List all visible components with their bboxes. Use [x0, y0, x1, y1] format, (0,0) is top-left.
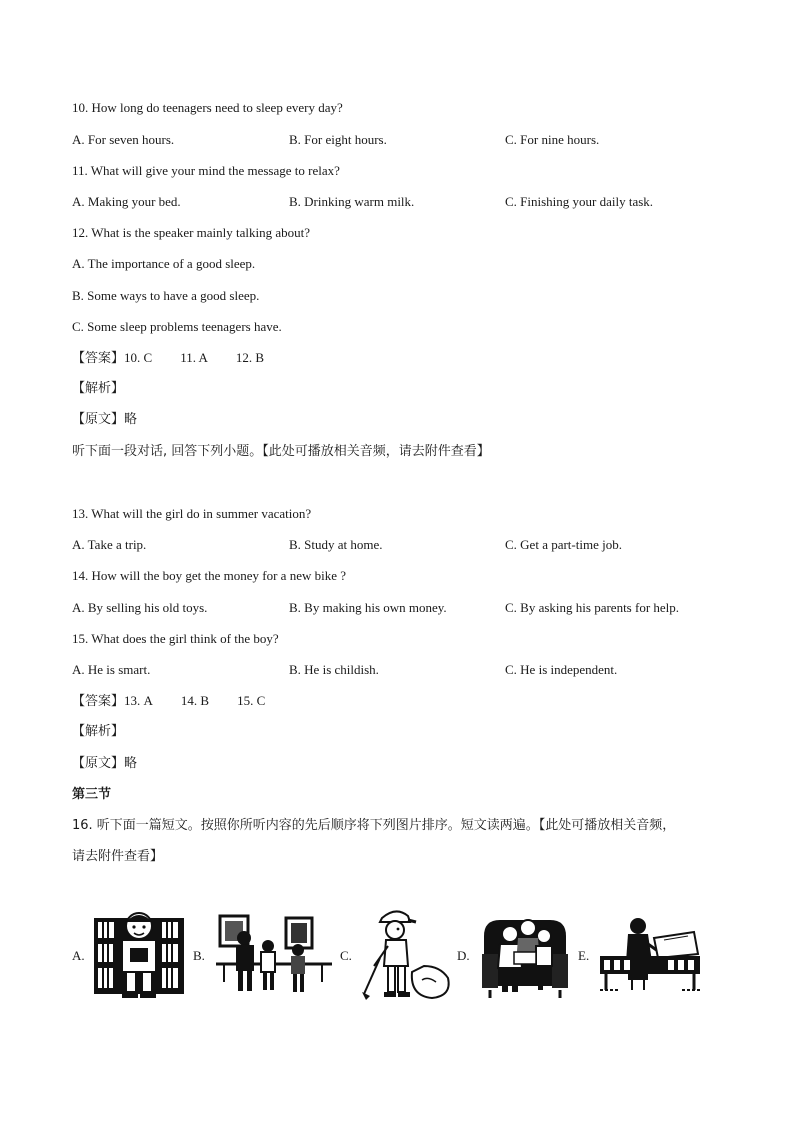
- question-16-line-2: 请去附件查看】: [72, 849, 164, 864]
- picture-label-a: A.: [72, 948, 85, 963]
- analysis-label: 【解析】: [72, 381, 125, 396]
- q14-option-a: A. By selling his old toys.: [72, 600, 208, 615]
- answer-item: 11. A: [180, 350, 208, 365]
- picture-e-piano-player: [598, 914, 702, 996]
- q14-option-c: C. By asking his parents for help.: [505, 600, 680, 615]
- picture-label-d: D.: [457, 948, 470, 963]
- answer-item: 10. C: [124, 350, 153, 365]
- q13-option-a: A. Take a trip.: [72, 537, 147, 552]
- question-15: 15. What does the girl think of the boy?: [72, 631, 279, 646]
- q15-option-c: C. He is independent.: [505, 662, 618, 677]
- question-10: 10. How long do teenagers need to sleep every day?: [72, 100, 343, 115]
- picture-label-b: B.: [193, 948, 205, 963]
- q13-option-b: B. Study at home.: [289, 537, 383, 552]
- answer-item: 14. B: [180, 693, 210, 708]
- q12-option-b: B. Some ways to have a good sleep.: [72, 288, 260, 303]
- answer-item: 15. C: [237, 693, 266, 708]
- q10-option-b: B. For eight hours.: [289, 132, 387, 147]
- q15-option-a: A. He is smart.: [72, 662, 151, 677]
- answer-item: 13. A: [124, 693, 153, 708]
- answer-tag: 【答案】: [72, 694, 125, 709]
- q11-option-b: B. Drinking warm milk.: [289, 194, 415, 209]
- question-11: 11. What will give your mind the message to relax?: [72, 163, 340, 178]
- original-text-label: 【原文】略: [72, 756, 138, 771]
- original-text-label: 【原文】略: [72, 412, 138, 427]
- section-heading: 第三节: [72, 787, 112, 802]
- q14-option-b: B. By making his own money.: [289, 600, 447, 615]
- q12-option-c: C. Some sleep problems teenagers have.: [72, 319, 282, 334]
- picture-d-family-sofa: [480, 906, 570, 1000]
- question-14: 14. How will the boy get the money for a new bike ?: [72, 568, 347, 583]
- answer-row-2: [72, 693, 265, 710]
- q11-option-a: A. Making your bed.: [72, 194, 181, 209]
- answer-item: 12. B: [235, 350, 265, 365]
- picture-label-c: C.: [340, 948, 352, 963]
- answer-tag: 【答案】: [72, 351, 125, 366]
- answer-row-1: [72, 350, 264, 367]
- picture-b-museum-visitors: [214, 912, 334, 998]
- q13-option-c: C. Get a part-time job.: [505, 537, 622, 552]
- instruction-listen-dialogue: 听下面一段对话, 回答下列小题。【此处可播放相关音频，请去附件查看】: [72, 444, 490, 459]
- q10-option-c: C. For nine hours.: [505, 132, 600, 147]
- picture-c-boy-cleaning: [362, 906, 452, 1002]
- q11-option-c: C. Finishing your daily task.: [505, 194, 654, 209]
- question-16-line-1: 16. 听下面一篇短文。按照你所听内容的先后顺序将下列图片排序。短文读两遍。【此处可播放相关音频，: [72, 818, 676, 833]
- question-13: 13. What will the girl do in summer vacation?: [72, 506, 312, 521]
- picture-a-boy-bookshelf: [90, 908, 188, 1000]
- q12-option-a: A. The importance of a good sleep.: [72, 256, 256, 271]
- q15-option-b: B. He is childish.: [289, 662, 379, 677]
- analysis-label: 【解析】: [72, 724, 125, 739]
- q10-option-a: A. For seven hours.: [72, 132, 175, 147]
- question-12: 12. What is the speaker mainly talking about?: [72, 225, 311, 240]
- picture-label-e: E.: [578, 948, 590, 963]
